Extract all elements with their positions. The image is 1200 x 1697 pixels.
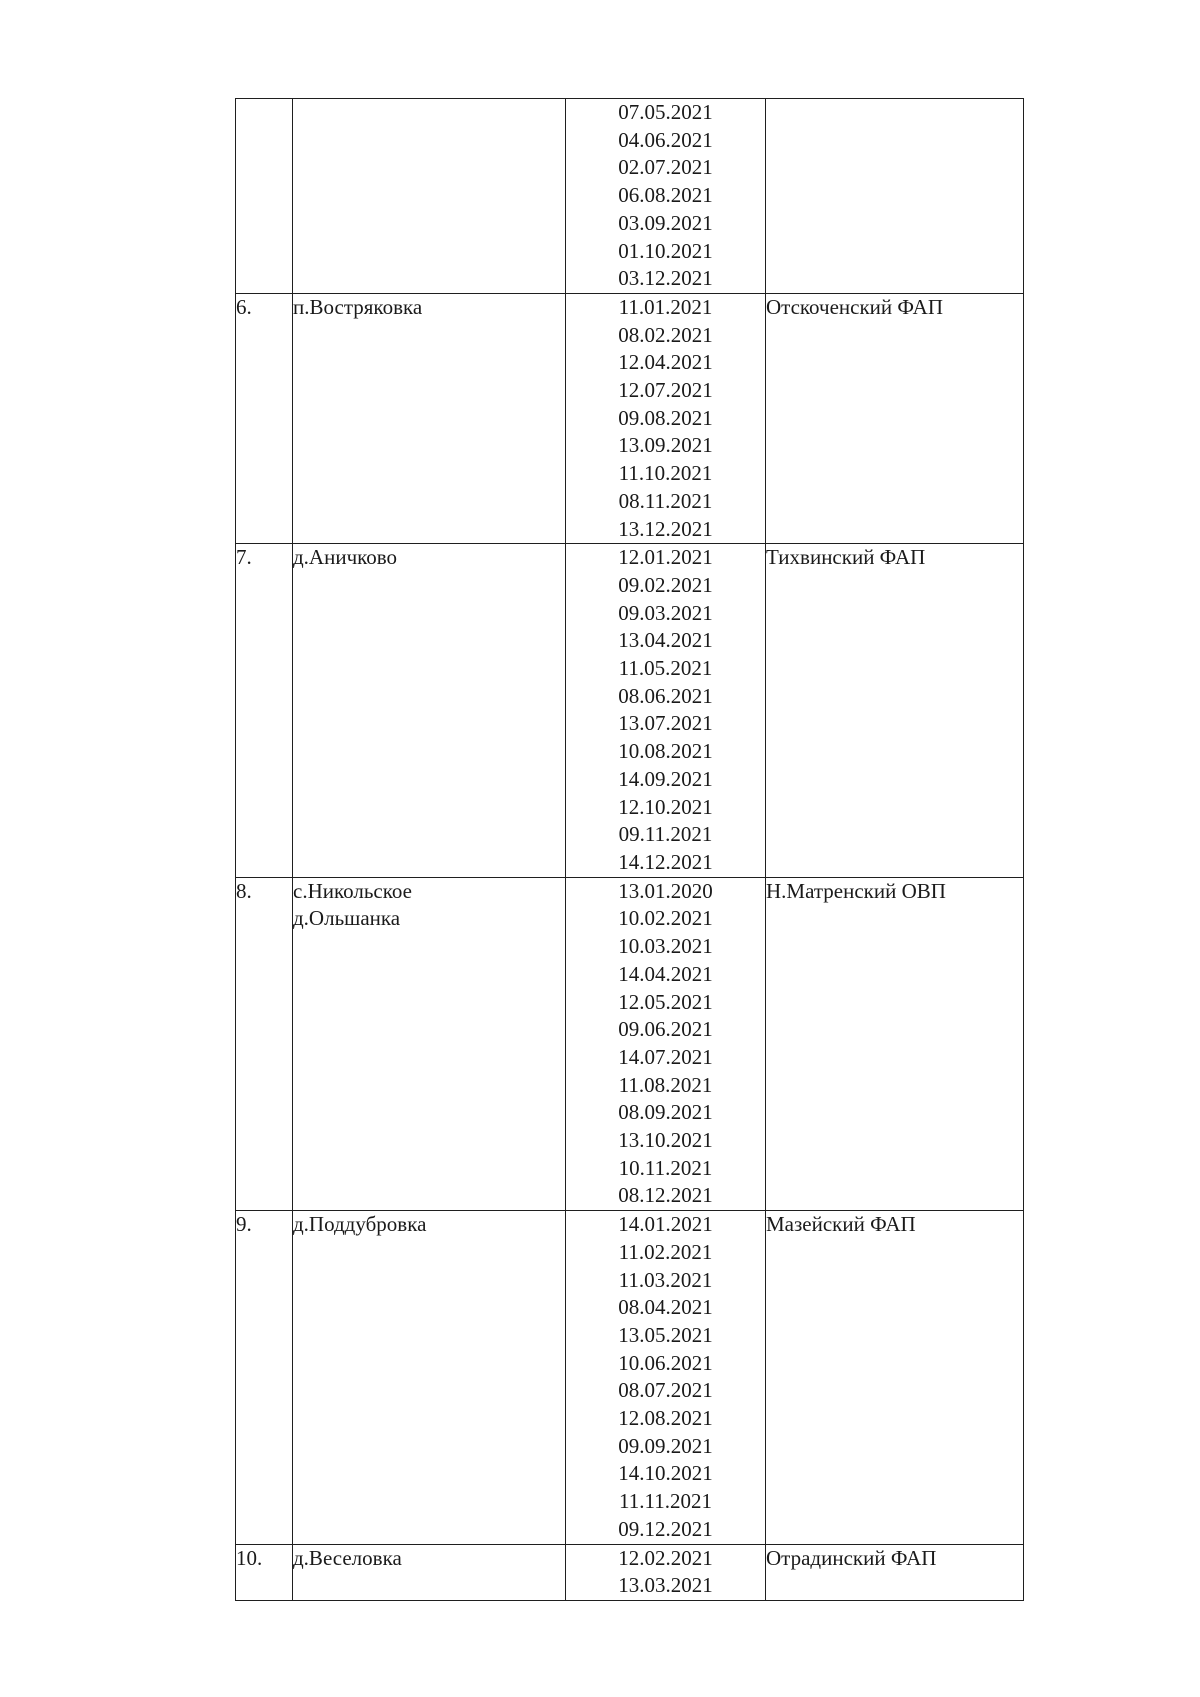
visit-date: 11.11.2021 (619, 1489, 712, 1514)
visit-date: 09.11.2021 (618, 822, 713, 847)
settlement-cell (293, 1211, 566, 1544)
dates-cell (566, 1544, 766, 1600)
table-row (236, 99, 1024, 294)
visit-date: 09.06.2021 (618, 1017, 713, 1042)
visit-date: 13.05.2021 (618, 1322, 713, 1347)
visit-date: 08.06.2021 (618, 683, 713, 708)
visit-date: 13.01.2020 (618, 878, 713, 903)
visit-date: 10.08.2021 (618, 739, 713, 764)
visit-date: 14.09.2021 (618, 766, 713, 791)
visit-date: 14.01.2021 (618, 1212, 713, 1237)
visit-date: 11.05.2021 (618, 656, 713, 681)
table-row (236, 293, 1024, 543)
visit-date: 08.11.2021 (618, 488, 713, 513)
settlement-cell (293, 1544, 566, 1600)
visit-date: 10.02.2021 (618, 906, 713, 931)
visit-date: 12.08.2021 (618, 1406, 713, 1431)
visit-date: 14.10.2021 (618, 1461, 713, 1486)
dates-cell (566, 293, 766, 543)
row-number: 7. (236, 544, 293, 877)
visit-date: 14.12.2021 (618, 849, 713, 874)
visit-date: 11.08.2021 (618, 1072, 713, 1097)
dates-cell (566, 544, 766, 877)
medical-facility: Мазейский ФАП (766, 1211, 1024, 1544)
visit-date: 12.05.2021 (618, 989, 713, 1014)
visit-date: 08.12.2021 (618, 1183, 713, 1208)
visit-date: 10.03.2021 (618, 934, 713, 959)
visit-date: 02.07.2021 (618, 155, 713, 180)
visit-date: 09.02.2021 (618, 572, 713, 597)
row-number: 8. (236, 877, 293, 1210)
visit-date: 13.09.2021 (618, 433, 713, 458)
medical-facility: Отскоченский ФАП (766, 293, 1024, 543)
visit-date: 08.04.2021 (618, 1295, 713, 1320)
visit-date: 07.05.2021 (618, 100, 713, 124)
visit-date: 09.08.2021 (618, 405, 713, 430)
row-number (236, 99, 293, 294)
visit-date: 11.10.2021 (618, 461, 713, 486)
settlement-cell (293, 293, 566, 543)
settlement-name: д.Поддубровка (293, 1212, 427, 1237)
settlement-cell (293, 544, 566, 877)
visit-date: 09.03.2021 (618, 600, 713, 625)
visit-date: 06.08.2021 (618, 183, 713, 208)
settlement-name: п.Востряковка (293, 294, 423, 319)
visit-date: 12.10.2021 (618, 794, 713, 819)
visit-date: 13.03.2021 (618, 1573, 713, 1598)
visit-date: 03.12.2021 (618, 266, 713, 291)
settlement-name: д.Ольшанка (293, 906, 401, 931)
settlement-cell (293, 99, 566, 294)
dates-cell (566, 1211, 766, 1544)
visit-date: 08.07.2021 (618, 1378, 713, 1403)
visit-date: 09.09.2021 (618, 1433, 713, 1458)
schedule-table (235, 98, 1024, 1601)
visit-date: 14.04.2021 (618, 961, 713, 986)
visit-date: 12.07.2021 (618, 378, 713, 403)
visit-date: 08.02.2021 (618, 322, 713, 347)
table-row (236, 544, 1024, 877)
settlement-name: д.Аничково (293, 545, 398, 570)
table-row (236, 1544, 1024, 1600)
medical-facility: Отрадинский ФАП (766, 1544, 1024, 1600)
visit-date: 11.01.2021 (618, 294, 713, 319)
visit-date: 12.02.2021 (618, 1545, 713, 1570)
table-row (236, 1211, 1024, 1544)
visit-date: 11.03.2021 (618, 1267, 713, 1292)
visit-date: 08.09.2021 (618, 1100, 713, 1125)
visit-date: 12.04.2021 (618, 350, 713, 375)
visit-date: 10.06.2021 (618, 1350, 713, 1375)
row-number: 6. (236, 293, 293, 543)
visit-date: 13.07.2021 (618, 711, 713, 736)
visit-date: 13.04.2021 (618, 628, 713, 653)
row-number: 10. (236, 1544, 293, 1600)
visit-date: 09.12.2021 (618, 1516, 713, 1541)
visit-date: 03.09.2021 (618, 210, 713, 235)
visit-date: 10.11.2021 (618, 1155, 713, 1180)
settlement-name: д.Веселовка (293, 1545, 402, 1570)
visit-date: 13.10.2021 (618, 1128, 713, 1153)
visit-date: 12.01.2021 (618, 545, 713, 570)
medical-facility: Тихвинский ФАП (766, 544, 1024, 877)
row-number: 9. (236, 1211, 293, 1544)
visit-date: 14.07.2021 (618, 1044, 713, 1069)
visit-date: 11.02.2021 (618, 1239, 713, 1264)
visit-date: 01.10.2021 (618, 238, 713, 263)
settlement-name: с.Никольское (293, 878, 412, 903)
table-row (236, 877, 1024, 1210)
visit-date: 13.12.2021 (618, 516, 713, 541)
settlement-cell (293, 877, 566, 1210)
schedule-table-body (236, 99, 1024, 1601)
dates-cell (566, 99, 766, 294)
dates-cell (566, 877, 766, 1210)
medical-facility (766, 99, 1024, 294)
medical-facility: Н.Матренский ОВП (766, 877, 1024, 1210)
visit-date: 04.06.2021 (618, 127, 713, 152)
